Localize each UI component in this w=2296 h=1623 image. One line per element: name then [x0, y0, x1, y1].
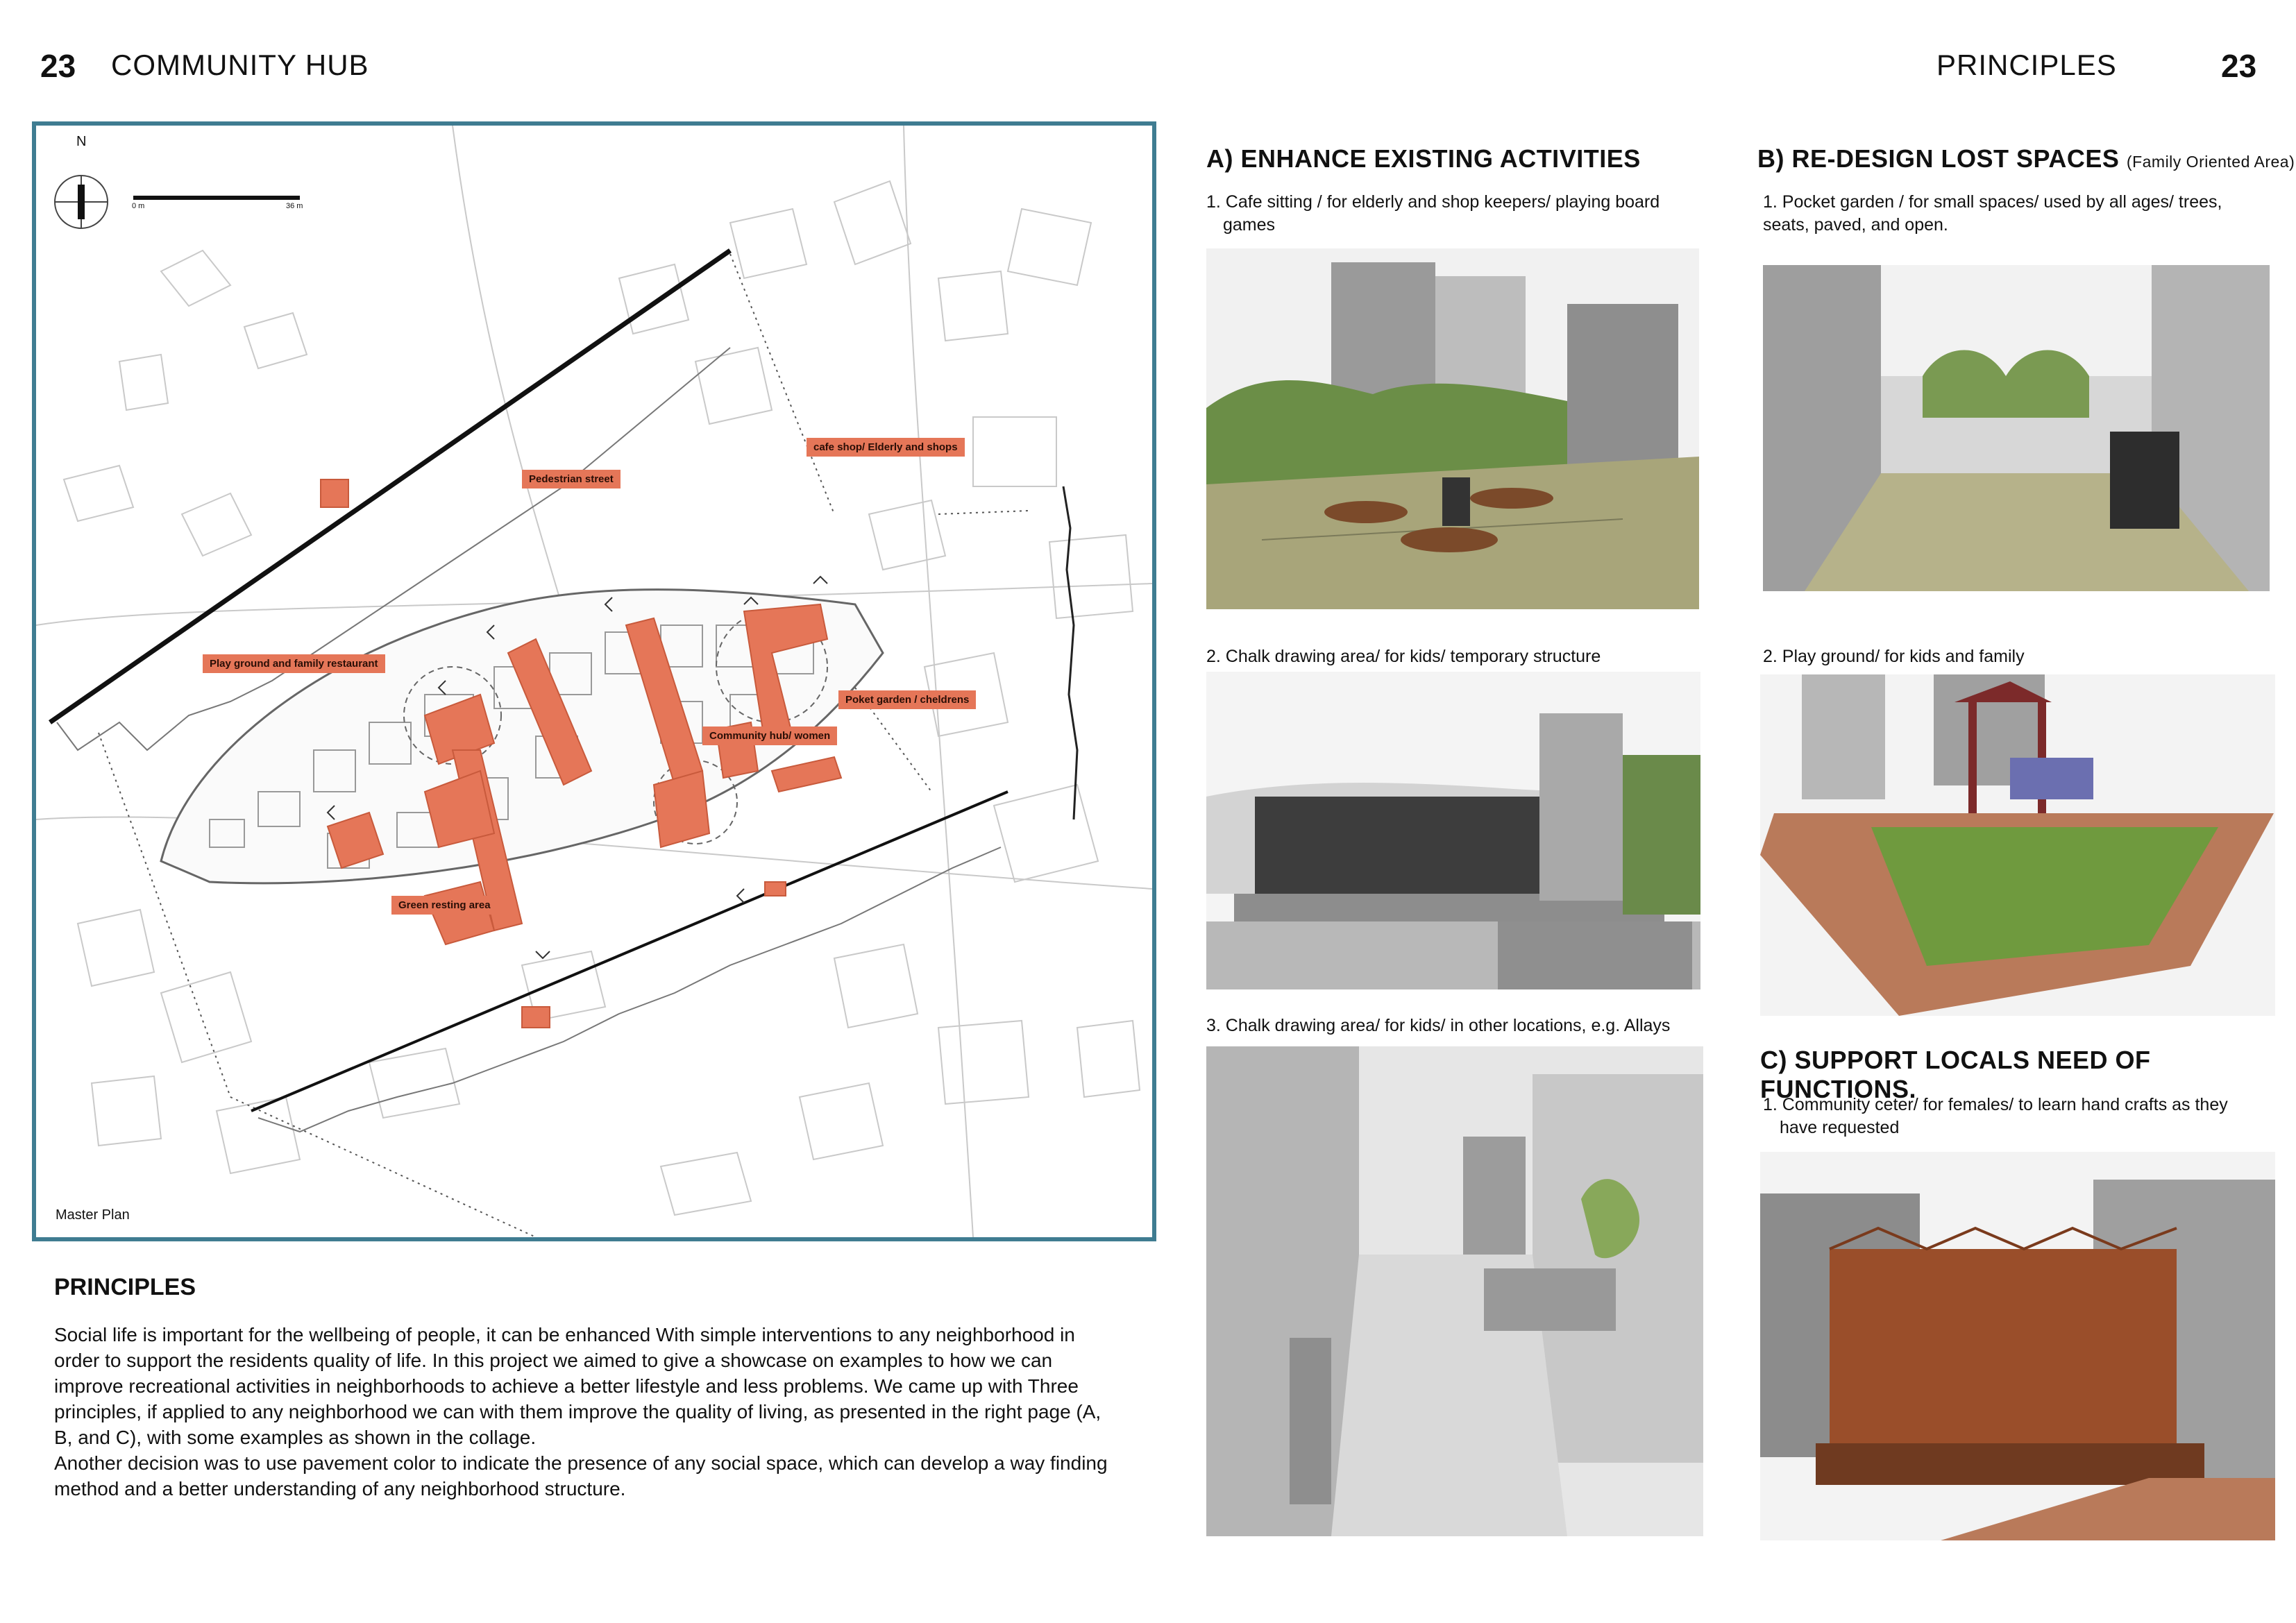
cafe-sitting-image: [1206, 248, 1699, 609]
right-page-title: PRINCIPLES: [1936, 49, 2117, 81]
map-drawing: [36, 126, 1152, 1237]
chalk-drawing-structure-image: [1206, 672, 1700, 989]
right-page-number: 23: [2221, 48, 2257, 84]
community-center-image: [1760, 1152, 2275, 1540]
label-pedestrian: Pedestrian street: [522, 470, 621, 488]
left-page-title: COMMUNITY HUB: [111, 49, 369, 81]
label-community-hub: Community hub/ women: [702, 726, 837, 745]
pocket-garden-image: [1763, 265, 2270, 591]
section-b-title-row: [1757, 144, 2295, 173]
scale-start-label: 0 m: [132, 202, 145, 210]
section-b-item-2-caption: 2. Play ground/ for kids and family: [1763, 647, 2025, 666]
section-b-item-1-caption: 1. Pocket garden / for small spaces/ used by all ages/ trees, seats, paved, and open.: [1763, 192, 2222, 235]
section-b-subtitle: (Family Oriented Area): [2126, 153, 2295, 171]
label-green-resting: Green resting area: [391, 896, 498, 915]
principles-title: PRINCIPLES: [54, 1274, 196, 1300]
principles-paragraph-2: Another decision was to use pavement color to indicate the presence of any social space, which can develop a way finding method and a better understanding of any neighborhood structure.: [54, 1452, 1108, 1499]
section-a-item-2-caption: 2. Chalk drawing area/ for kids/ temporary structure: [1206, 647, 1601, 666]
section-b-title: B) RE-DESIGN LOST SPACES: [1757, 144, 2120, 173]
playground-image: [1760, 674, 2275, 1016]
map-caption: Master Plan: [56, 1207, 130, 1223]
label-playground: Play ground and family restaurant: [203, 654, 385, 673]
section-a-item-3-caption: 3. Chalk drawing area/ for kids/ in other locations, e.g. Allays: [1206, 1016, 1671, 1035]
section-a-title: A) ENHANCE EXISTING ACTIVITIES: [1206, 144, 1641, 173]
master-plan-map: [32, 121, 1156, 1241]
section-a-item-1-caption: 1. Cafe sitting / for elderly and shop keepers/ playing board games: [1206, 192, 1660, 235]
scale-end-label: 36 m: [286, 202, 303, 210]
label-cafe: cafe shop/ Elderly and shops: [807, 438, 965, 457]
section-c-item-1-caption: 1. Community ceter/ for females/ to learn hand crafts as they have requested: [1763, 1095, 2228, 1137]
label-poket-garden: Poket garden / cheldrens: [838, 690, 976, 709]
chalk-alley-image: [1206, 1046, 1703, 1536]
principles-paragraph-1: Social life is important for the wellbeing of people, it can be enhanced With simple interventions to any neighborhood in order to support the residents quality of life. In this project we aimed to give a showcase on examples to how we can improve recreational activities in neighborhoods to achieve a better lifestyle and less problems. We came up with Three principles, if applied to any neighborhood we can with them improve the quality of living, as presented in the right page (A, B, and C), with some examples as shown in the collage.: [54, 1324, 1101, 1448]
principles-body: [54, 1322, 1123, 1502]
left-page-number: 23: [40, 48, 76, 84]
north-label: N: [76, 134, 87, 149]
section-c-title: C) SUPPORT LOCALS NEED OF FUNCTIONS.: [1760, 1046, 2151, 1103]
